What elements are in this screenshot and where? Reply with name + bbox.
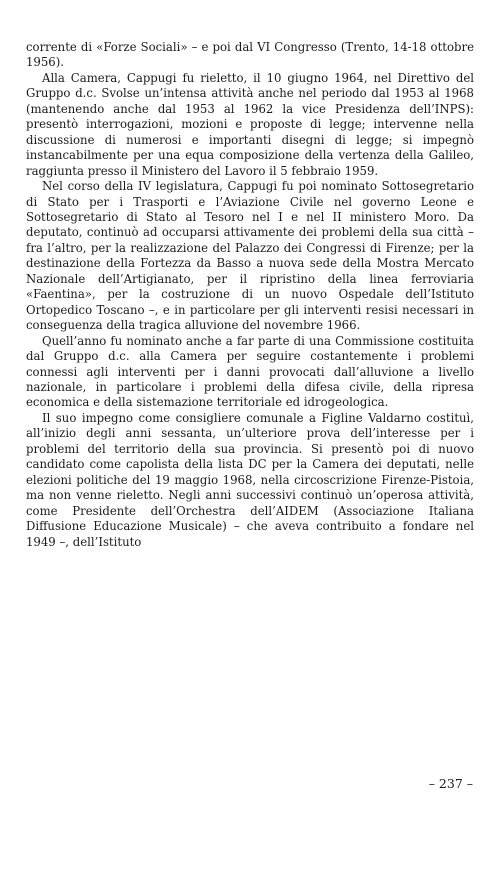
body-text	[26, 40, 474, 550]
paragraph-commissione: Quell’anno fu nominato anche a far parte di una Commissione costituita dal Gruppo d.c. alla Camera per seguire costantemente i problemi connessi agli interventi per i danni provocati dall’alluvione a livello nazionale, in particolare i problemi della difesa civile, della ripresa economica e della sistemazione territoriale ed idrogeologica.	[26, 333, 474, 410]
paragraph-figline: Il suo impegno come consigliere comunale a Figline Valdarno costituì, all’inizio degli anni sessanta, un’ulteriore prova dell’interesse per i problemi del territorio della sua provincia. Si presentò poi di nuovo candidato come capolista della lista DC per la Camera dei deputati, nelle elezioni politiche del 19 maggio 1968, nella circoscrizione Firenze-Pistoia, ma non venne rieletto. Negli anni successivi continuò un’operosa attività, come Presidente dell’Orchestra dell’AIDEM (Associazione Italiana Diffusione Educazione Musicale) – che aveva contribuito a fondare nel 1949 –, dell’Istituto	[26, 410, 474, 549]
paragraph-continuation: corrente di «Forze Sociali» – e poi dal VI Congresso (Trento, 14-18 ottobre 1956).	[26, 40, 474, 70]
paragraph-camera: Alla Camera, Cappugi fu rieletto, il 10 giugno 1964, nel Direttivo del Gruppo d.c. Svolse un’intensa attività anche nel periodo dal 1953 al 1968 (mantenendo anche dal 1953 al 1962 la vice Presidenza dell’INPS): presentò interrogazioni, mozioni e proposte di legge; intervenne nella discussione di numerosi e importanti disegni di legge; si impegnò instancabilmente per una equa composizione della vertenza della Galileo, raggiunta presso il Ministero del Lavoro il 5 febbraio 1959.	[26, 70, 474, 178]
paragraph-legislatura: Nel corso della IV legislatura, Cappugi fu poi nominato Sottosegretario di Stato per i Trasporti e l’Aviazione Civile nel governo Leone e Sottosegretario di Stato al Tesoro nel I e nel II ministero Moro. Da deputato, continuò ad occuparsi attivamente dei problemi della sua città – fra l’altro, per la realizzazione del Palazzo dei Congressi di Firenze; per la destinazione della Fortezza da Basso a nuova sede della Mostra Mercato Nazionale dell’Artigianato, per il ripristino della linea ferroviaria «Faentina», per la costruzione di un nuovo Ospedale dell’Istituto Ortopedico Toscano –, e in particolare per gli interventi resisi necessari in conseguenza della tragica alluvione del novembre 1966.	[26, 179, 474, 333]
page-number: – 237 –	[428, 776, 473, 791]
